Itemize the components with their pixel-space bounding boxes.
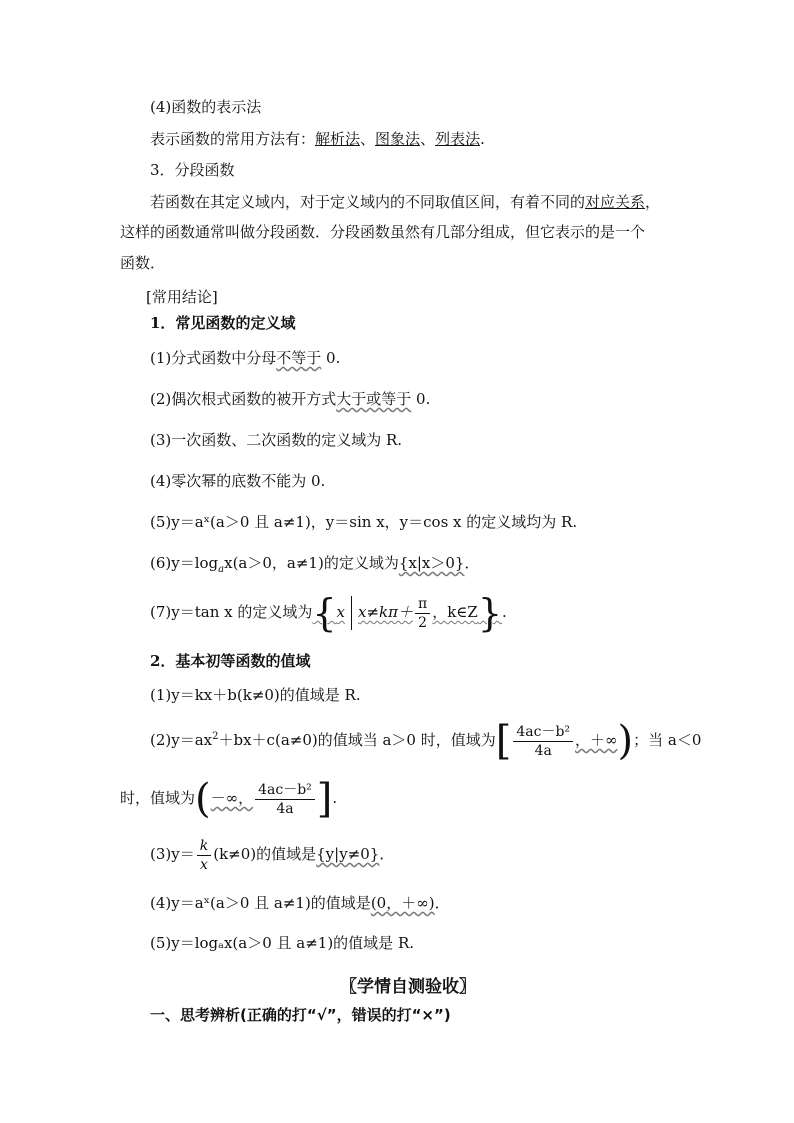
c1-6-mid: x(a＞0，a≠1)的定义域为 [224, 554, 399, 572]
c1-2-text: (2)偶次根式函数的被开方式 [150, 390, 337, 408]
s4-prefix: 表示函数的常用方法有： [150, 130, 316, 148]
c2-item-1: (1)y＝kx＋b(k≠0)的值域是 R. [150, 686, 361, 704]
c2-2-end: . [332, 789, 338, 807]
left-brace: { [312, 591, 337, 635]
s3-paragraph-line2: 这样的函数通常叫做分段函数．分段函数虽然有几部分组成，但它表示的是一个 [120, 223, 646, 241]
c1-6-text: (6)y＝log [150, 554, 219, 572]
frac-num: 4ac－b² [513, 723, 573, 742]
left-paren: ( [195, 776, 211, 822]
frac-num: 4ac－b² [255, 781, 315, 800]
c1-1-key: 不等于 [276, 349, 322, 367]
c2-2-l2-text: 时，值域为 [120, 789, 196, 807]
log-base: a [218, 564, 225, 575]
s3-paragraph-line1 [150, 192, 660, 212]
frac-num: π [415, 595, 430, 614]
c1-7-end: . [502, 603, 507, 621]
frac-num: k [197, 837, 211, 856]
frac-den: 4a [534, 742, 552, 759]
s4-title: (4)函数的表示法 [150, 98, 262, 116]
c1-item-7 [150, 590, 507, 634]
c2-3-mid: (k≠0)的值域是 [213, 845, 317, 863]
separator: 、 [360, 130, 376, 148]
c1-item-2 [150, 389, 430, 409]
c1-item-1 [150, 348, 340, 368]
c1-2-key: 大于或等于 [336, 390, 412, 408]
c2-item-3 [150, 832, 394, 876]
frac-den: 2 [418, 614, 428, 631]
method-table: 列表法 [435, 130, 481, 148]
c2-2-mid: ＋bx＋c(a≠0)的值域当 a＞0 时，值域为 [218, 731, 496, 749]
right-brace: } [477, 591, 503, 635]
c1-6-set: {x|x＞0} [398, 554, 465, 572]
set-tail: ，k∈Z [432, 603, 478, 621]
c1-7-text: (7)y＝tan x 的定义域为 [150, 603, 313, 621]
minus-infinity: －∞， [210, 789, 254, 807]
right-bracket: ] [316, 776, 333, 822]
c2-2-text: (2)y＝ax [150, 731, 213, 749]
c2-3-set: {y|y≠0} [316, 845, 380, 863]
frac-den: 4a [276, 800, 294, 817]
s3-paragraph-line3: 函数． [120, 254, 166, 272]
c2-2-tail: ；当 a＜0 [633, 731, 702, 749]
c1-7-set [312, 591, 503, 635]
frac-den: x [200, 856, 208, 873]
c1-item-5: (5)y＝aˣ(a＞0 且 a≠1)，y＝sin x，y＝cos x 的定义域均为 R. [150, 513, 578, 531]
section-banner: 〖学情自测验收〗 [340, 977, 476, 997]
comma: ， [645, 193, 661, 211]
pi-over-2 [415, 595, 430, 632]
separator: 、 [420, 130, 436, 148]
c1-item-6 [150, 553, 479, 576]
method-analytic: 解析法 [315, 130, 361, 148]
k-over-x [197, 837, 211, 874]
keyword-correspondence: 对应关系 [585, 193, 646, 211]
c2-title: 2．基本初等函数的值域 [150, 652, 311, 670]
set-cond: x≠kπ＋ [358, 603, 413, 621]
set-bar [351, 596, 352, 630]
c2-3-text: (3)y＝ [150, 845, 195, 863]
c2-item-2-line2 [120, 776, 337, 820]
method-graph: 图象法 [375, 130, 421, 148]
c2-item-4 [150, 893, 450, 913]
c1-2-end: 0. [411, 390, 431, 408]
s3-text: 若函数在其定义域内，对于定义域内的不同取值区间，有着不同的 [150, 193, 586, 211]
set-var: x [336, 603, 346, 621]
c1-item-4: (4)零次幂的底数不能为 0. [150, 472, 326, 490]
c1-item-3: (3)一次函数、二次函数的定义域为 R. [150, 431, 403, 449]
c2-3-end: ． [379, 845, 395, 863]
c1-6-end: ． [464, 554, 480, 572]
exp-2: 2 [212, 731, 219, 742]
c2-4-set: (0，＋∞) [370, 894, 435, 912]
conclusion-label: [常用结论] [146, 288, 218, 306]
range-frac-2 [255, 781, 315, 818]
c1-1-text: (1)分式函数中分母 [150, 349, 277, 367]
plus-infinity: ，＋∞ [575, 731, 618, 749]
c1-1-end: 0. [321, 349, 341, 367]
c2-4-end: ． [434, 894, 450, 912]
q1-title: 一、思考辨析(正确的打“√”，错误的打“×”) [150, 1006, 451, 1024]
range-frac [513, 723, 573, 760]
s4-methods-line [150, 129, 485, 149]
period: . [480, 130, 485, 148]
c2-4-text: (4)y＝aˣ(a＞0 且 a≠1)的值域是 [150, 894, 371, 912]
left-bracket: [ [495, 718, 512, 764]
c2-item-2-line1 [150, 718, 701, 765]
c2-item-5: (5)y＝logₐx(a＞0 且 a≠1)的值域是 R. [150, 934, 415, 952]
c1-title: 1．常见函数的定义域 [150, 314, 296, 332]
right-paren: ) [617, 718, 634, 764]
s3-title: 3．分段函数 [150, 161, 235, 179]
